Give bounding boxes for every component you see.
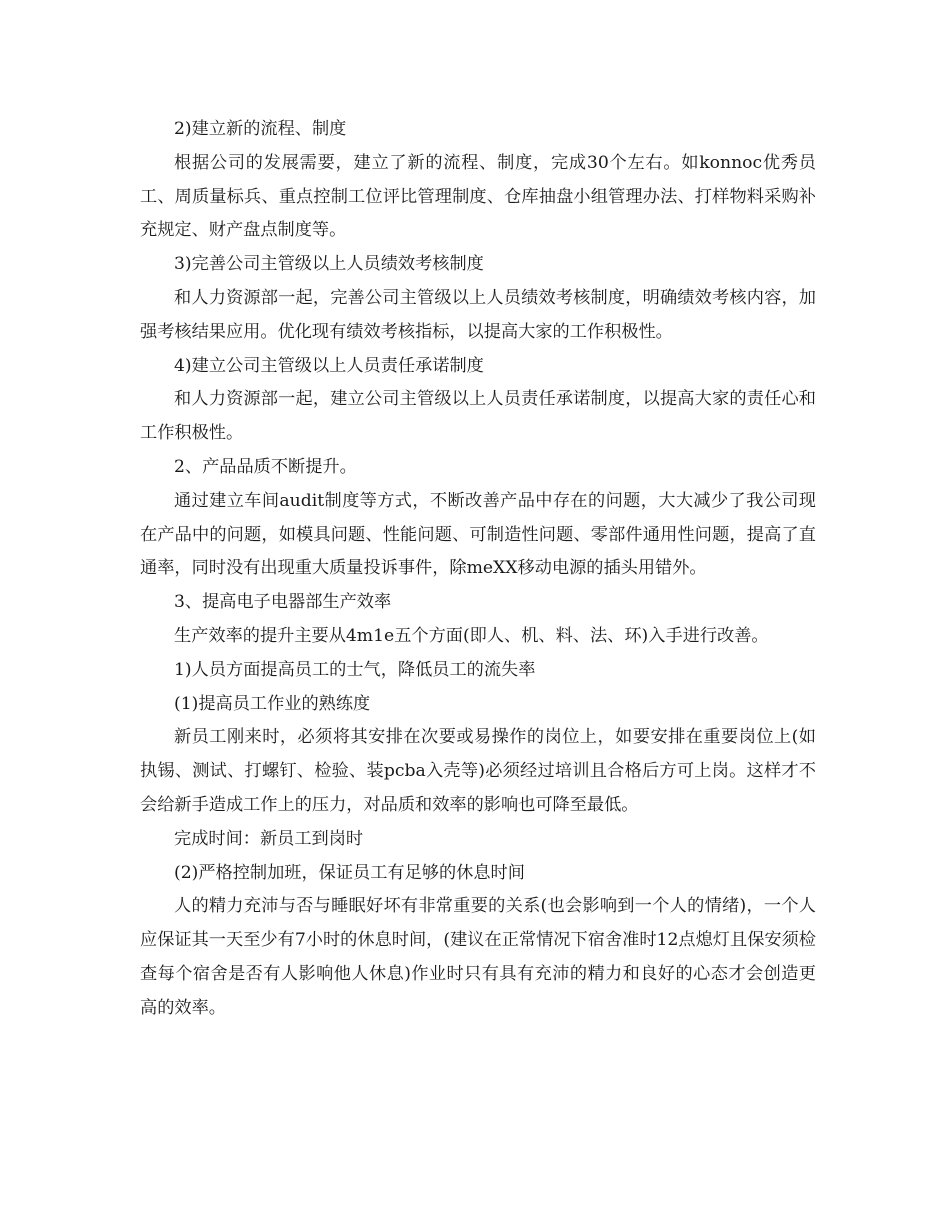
- heading-production-efficiency: 3、提高电子电器部生产效率: [174, 592, 392, 613]
- paragraph-product-quality: 通过建立车间audit制度等方式，不断改善产品中存在的问题，大大减少了我公司现在产品中的问题，如模具问题、性能问题、可制造性问题、零部件通用性问题，提高了直通率，同时没有出现重大质量投诉事件，除meXX移动电源的插头用错外。: [140, 490, 816, 579]
- heading-proficiency: (1)提高员工作业的熟练度: [174, 693, 371, 714]
- paragraph-production-efficiency: 生产效率的提升主要从4m1e五个方面(即人、机、料、法、环)入手进行改善。: [174, 625, 769, 646]
- heading-new-process: 2)建立新的流程、制度: [174, 119, 347, 139]
- paragraph-responsibility-commitment: 和人力资源部一起，建立公司主管级以上人员责任承诺制度，以提高大家的责任心和工作积极性。: [140, 389, 816, 444]
- document-body: [140, 113, 816, 1026]
- paragraph-proficiency: 新员工刚来时，必须将其安排在次要或易操作的岗位上，如要安排在重要岗位上(如执锡、测试、打螺钉、检验、装pcba入壳等)必须经过培训且合格后方可上岗。这样才不会给新手造成工作上的压力，对品质和效率的影响也可降至最低。: [140, 727, 816, 815]
- heading-performance-review: 3)完善公司主管级以上人员绩效考核制度: [174, 254, 484, 275]
- paragraph-overtime-control: 人的精力充沛与否与睡眠好坏有非常重要的关系(也会影响到一个人的情绪)，一个人应保证其一天至少有7小时的休息时间，(建议在正常情况下宿舍准时12点熄灯且保安须检查每个宿舍是否有人影响他人休息)作业时只有具有充沛的精力和良好的心态才会创造更高的效率。: [140, 896, 816, 1018]
- paragraph-new-process: 根据公司的发展需要，建立了新的流程、制度，完成30个左右。如konnoc优秀员工、周质量标兵、重点控制工位评比管理制度、仓库抽盘小组管理办法、打样物料采购补充规定、财产盘点制度等。: [140, 152, 816, 241]
- heading-product-quality: 2、产品品质不断提升。: [174, 456, 357, 477]
- heading-overtime-control: (2)严格控制加班，保证员工有足够的休息时间: [174, 862, 525, 883]
- heading-staff-morale: 1)人员方面提高员工的士气，降低员工的流失率: [174, 659, 536, 680]
- heading-responsibility-commitment: 4)建立公司主管级以上人员责任承诺制度: [174, 355, 484, 376]
- paragraph-performance-review: 和人力资源部一起，完善公司主管级以上人员绩效考核制度，明确绩效考核内容，加强考核结果应用。优化现有绩效考核指标，以提高大家的工作积极性。: [140, 287, 816, 342]
- paragraph-completion-time: 完成时间：新员工到岗时: [174, 828, 364, 849]
